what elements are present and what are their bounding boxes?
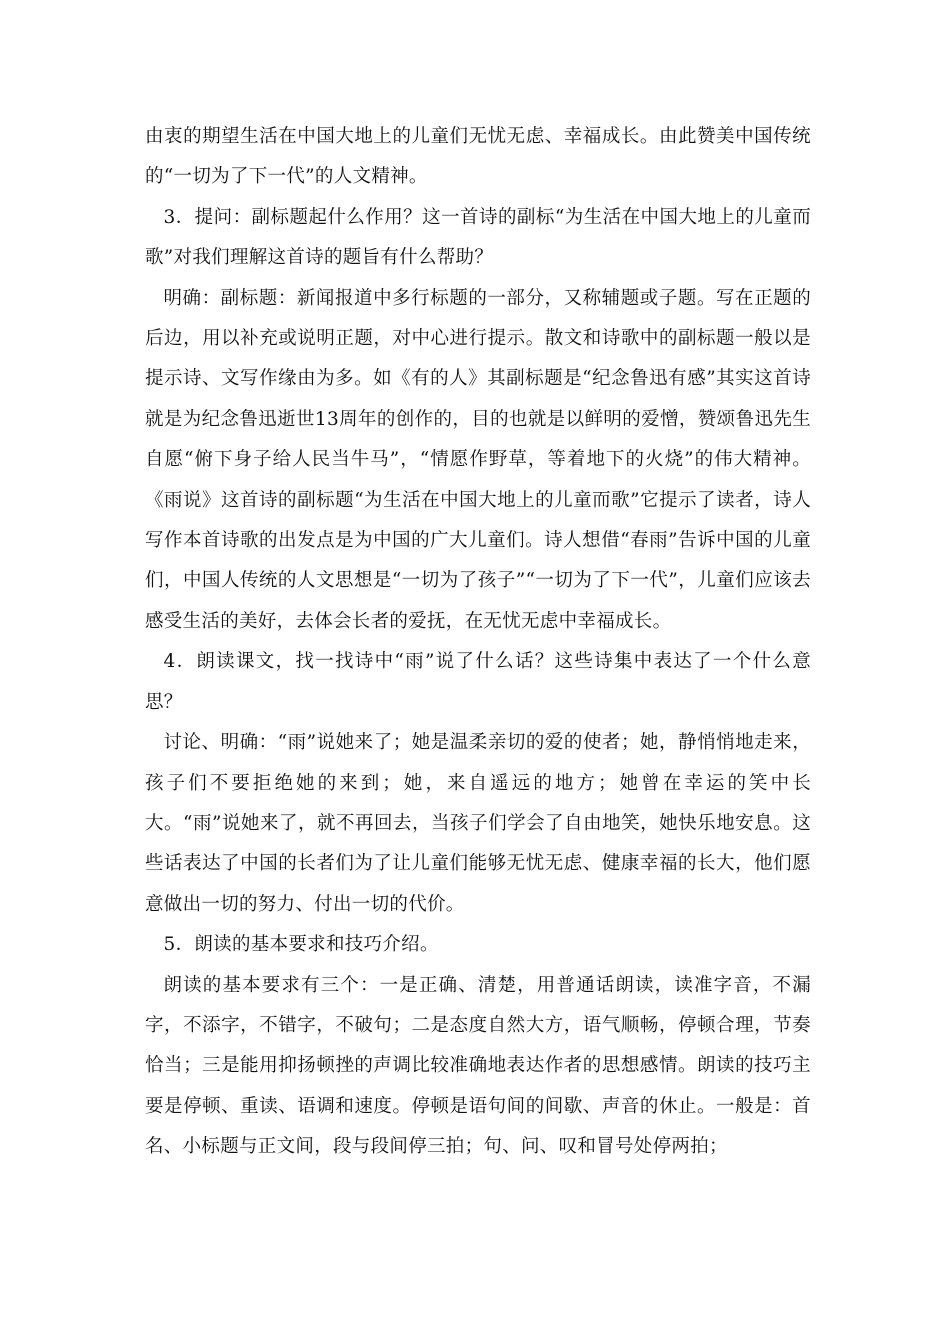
paragraph-6: 5．朗读的基本要求和技巧介绍。 [163,934,439,956]
document-body [145,117,811,1168]
paragraph-1: 由衷的期望生活在中国大地上的儿童们无忧无虑、幸福成长。由此赞美中国传统的“一切为了下一代”的人文精神。 [145,126,811,188]
paragraph-5: 讨论、明确：“雨”说她来了；她是温柔亲切的爱的使者；她，静悄悄地走来，孩子们不要拒绝她的来到；她，来自遥远的地方；她曾在幸运的笑中长大。“雨”说她来了，就不再回去，当孩子们学会了自由地笑，她快乐地安息。这些话表达了中国的长者们为了让儿童们能够无忧无虑、健康幸福的长大，他们愿意做出一切的努力、付出一切的代价。 [145,732,811,915]
paragraph-7: 朗读的基本要求有三个：一是正确、清楚，用普通话朗读，读准字音，不漏字，不添字，不错字，不破句；二是态度自然大方，语气顺畅，停顿合理，节奏恰当；三是能用抑扬顿挫的声调比较准确地表达作者的思想感情。朗读的技巧主要是停顿、重读、语调和速度。停顿是语句间的间歇、声音的休止。一般是：首名、小标题与正文间，段与段间停三拍；句、问、叹和冒号处停两拍； [145,974,811,1158]
paragraph-2: 3．提问：副标题起什么作用？这一首诗的副标“为生活在中国大地上的儿童而歌”对我们理解这首诗的题旨有什么帮助？ [145,206,811,269]
paragraph-3: 明确：副标题：新闻报道中多行标题的一部分，又称辅题或子题。写在正题的后边，用以补充或说明正题，对中心进行提示。散文和诗歌中的副标题一般以是提示诗、文写作缘由为多。如《有的人》其副标题是“纪念鲁迅有感”其实这首诗就是为纪念鲁迅逝世13周年的创作的，目的也就是以鲜明的爱憎，赞颂鲁迅先生自愿“俯下身子给人民当牛马”，“情愿作野草，等着地下的火烧”的伟大精神。《雨说》这首诗的副标题“为生活在中国大地上的儿童而歌”它提示了读者，诗人写作本首诗歌的出发点是为中国的广大儿童们。诗人想借“春雨”告诉中国的儿童们，中国人传统的人文思想是“一切为了孩子”“一切为了下一代”，儿童们应该去感受生活的美好，去体会长者的爱抚，在无忧无虑中幸福成长。 [145,287,811,632]
paragraph-4: 4．朗读课文，找一找诗中“雨”说了什么话？这些诗集中表达了一个什么意思？ [145,651,811,713]
